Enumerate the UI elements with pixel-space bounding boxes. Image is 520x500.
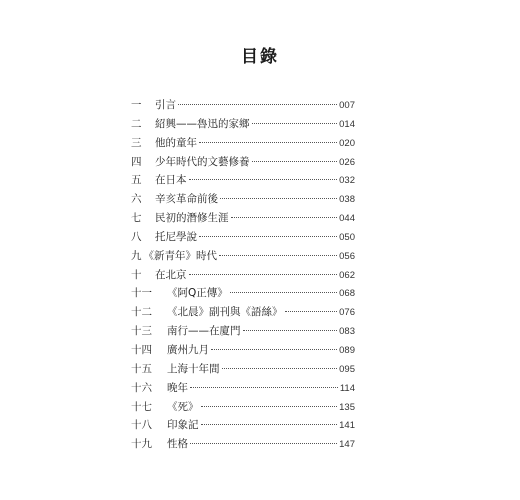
page-number: 062 (339, 269, 355, 281)
chapter-title: 托尼學說 (155, 230, 197, 243)
page-title: 目錄 (241, 47, 279, 67)
page-number: 114 (339, 382, 355, 394)
toc-entry (131, 247, 355, 266)
toc-entry (131, 134, 355, 153)
chapter-number: 十四 (131, 343, 152, 356)
dot-leader (252, 123, 338, 124)
chapter-number: 十二 (131, 306, 152, 319)
toc-entry (131, 360, 355, 379)
dot-leader (211, 349, 337, 350)
chapter-title: 引言 (155, 99, 176, 111)
dot-leader (199, 236, 337, 237)
toc-entry (131, 284, 355, 303)
chapter-number: 四 (131, 155, 142, 168)
page-number: 044 (339, 213, 355, 225)
page-number: 007 (339, 100, 355, 111)
page-number: 038 (339, 194, 355, 206)
toc-entry (131, 341, 355, 360)
chapter-number: 十七 (131, 400, 152, 413)
dot-leader (252, 161, 338, 162)
page-number: 083 (339, 326, 355, 338)
dot-leader (231, 217, 338, 218)
chapter-number: 十一 (131, 287, 152, 300)
chapter-number: 七 (131, 212, 142, 225)
page-number: 026 (339, 156, 355, 168)
chapter-title: 《北晨》副刊與《語絲》 (167, 306, 283, 319)
toc-entry (131, 435, 355, 454)
chapter-title: 《阿Q正傳》 (167, 287, 228, 300)
chapter-number: 五 (131, 174, 142, 187)
chapter-number: 十九 (131, 438, 152, 451)
dot-leader (178, 104, 337, 105)
page-number: 095 (339, 363, 355, 375)
page-number: 076 (339, 307, 355, 319)
chapter-title: 《死》 (167, 400, 199, 413)
dot-leader (199, 142, 337, 143)
page-number: 147 (339, 439, 355, 451)
chapter-title: 在日本 (155, 174, 187, 187)
chapter-number: 九 (131, 249, 142, 262)
chapter-title: 晚年 (167, 381, 188, 394)
chapter-title: 性格 (167, 438, 188, 451)
dot-leader (190, 443, 337, 444)
dot-leader (243, 330, 338, 331)
chapter-number: 六 (131, 193, 142, 206)
dot-leader (201, 406, 338, 407)
chapter-title: 他的童年 (155, 136, 197, 149)
toc-entry (131, 190, 355, 209)
dot-leader (219, 255, 337, 256)
chapter-number: 十六 (131, 381, 152, 394)
chapter-title: 上海十年間 (167, 362, 220, 375)
toc-entry (131, 266, 355, 285)
toc-entry (131, 379, 355, 398)
page-number: 032 (339, 175, 355, 187)
toc-entry (131, 115, 355, 134)
page-number: 050 (339, 231, 355, 243)
dot-leader (220, 198, 337, 199)
page-number: 020 (339, 137, 355, 149)
page-number: 068 (339, 288, 355, 300)
dot-leader (189, 179, 338, 180)
toc-entry (131, 96, 355, 115)
chapter-title: 民初的潛修生涯 (155, 212, 229, 225)
page-number: 056 (339, 250, 355, 262)
page-number: 089 (339, 344, 355, 356)
dot-leader (222, 368, 338, 369)
toc-entry (131, 153, 355, 172)
chapter-title: 辛亥革命前後 (155, 193, 218, 206)
chapter-title: 在北京 (155, 268, 187, 281)
page-number: 141 (339, 420, 355, 432)
toc-entry (131, 209, 355, 228)
toc-entry (131, 322, 355, 341)
chapter-title: 《新青年》時代 (143, 249, 217, 262)
toc-entry (131, 171, 355, 190)
dot-leader (285, 311, 338, 312)
chapter-title: 少年時代的文藝修養 (155, 155, 250, 168)
toc-entry (131, 398, 355, 417)
chapter-number: 十 (131, 268, 142, 281)
chapter-title: 南行——在廈門 (167, 325, 241, 338)
toc-entry (131, 303, 355, 322)
dot-leader (201, 424, 338, 425)
page-number: 135 (339, 401, 355, 413)
page-number: 014 (339, 118, 355, 130)
chapter-number: 三 (131, 136, 142, 149)
chapter-number: 十八 (131, 419, 152, 432)
chapter-number: 十五 (131, 362, 152, 375)
chapter-number: 八 (131, 230, 142, 243)
chapter-number: 一 (131, 99, 142, 111)
toc-entry (131, 228, 355, 247)
dot-leader (190, 387, 338, 388)
dot-leader (189, 274, 338, 275)
chapter-title: 印象記 (167, 419, 199, 432)
toc-list (131, 96, 355, 454)
chapter-title: 紹興——魯迅的家鄉 (155, 117, 250, 130)
chapter-number: 十三 (131, 325, 152, 338)
chapter-title: 廣州九月 (167, 343, 209, 356)
toc-entry (131, 416, 355, 435)
dot-leader (230, 292, 337, 293)
chapter-number: 二 (131, 117, 142, 130)
